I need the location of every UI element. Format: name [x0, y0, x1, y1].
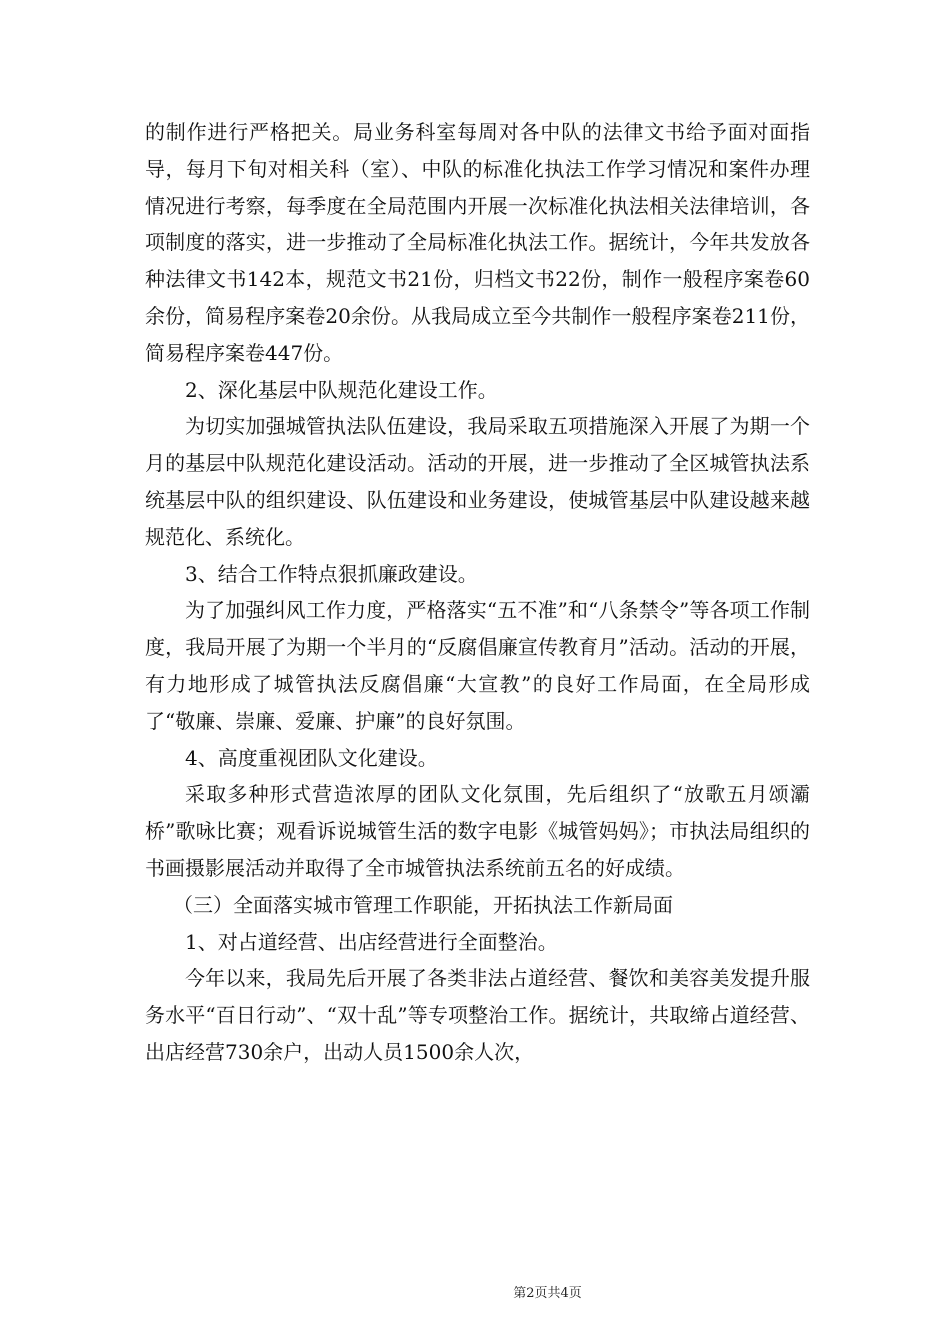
page-footer [0, 1282, 950, 1301]
page-number: 第2页共4页 [513, 1286, 582, 1301]
paragraph-body: 今年以来，我局先后开展了各类非法占道经营、餐饮和美容美发提升服务水平“百日行动”、“双十乱”等专项整治工作。据统计，共取缔占道经营、出店经营730余户，出动人员1500余人次， [145, 966, 810, 1064]
paragraph-body: 采取多种形式营造浓厚的团队文化氛围，先后组织了“放歌五月颂灞桥”歌咏比赛；观看诉说城管生活的数字电影《城管妈妈》；市执法局组织的书画摄影展活动并取得了全市城管执法系统前五名的好成绩。 [145, 782, 810, 880]
subheading-1: 1、对占道经营、出店经营进行全面整治。 [185, 929, 558, 954]
subheading-4: 4、高度重视团队文化建设。 [185, 745, 438, 770]
subheading-2: 2、深化基层中队规范化建设工作。 [185, 377, 498, 402]
document-body [145, 114, 810, 1071]
subheading-3: 3、结合工作特点狠抓廉政建设。 [185, 561, 478, 586]
section-heading-3: （三）全面落实城市管理工作职能，开拓执法工作新局面 [173, 892, 673, 917]
paragraph-body: 为了加强纠风工作力度，严格落实“五不准”和“八条禁令”等各项工作制度，我局开展了为期一个半月的“反腐倡廉宣传教育月”活动。活动的开展，有力地形成了城管执法反腐倡廉“大宣教”的良好工作局面，在全局形成了“敬廉、崇廉、爱廉、护廉”的良好氛围。 [145, 598, 810, 733]
paragraph-body: 为切实加强城管执法队伍建设，我局采取五项措施深入开展了为期一个月的基层中队规范化建设活动。活动的开展，进一步推动了全区城管执法系统基层中队的组织建设、队伍建设和业务建设，使城管基层中队建设越来越规范化、系统化。 [145, 414, 810, 549]
paragraph-continuation: 的制作进行严格把关。局业务科室每周对各中队的法律文书给予面对面指导，每月下旬对相关科（室）、中队的标准化执法工作学习情况和案件办理情况进行考察，每季度在全局范围内开展一次标准化执法相关法律培训，各项制度的落实，进一步推动了全局标准化执法工作。据统计，今年共发放各种法律文书142本，规范文书21份，归档文书22份，制作一般程序案卷60余份，简易程序案卷20余份。从我局成立至今共制作一般程序案卷211份，简易程序案卷447份。 [145, 120, 810, 365]
